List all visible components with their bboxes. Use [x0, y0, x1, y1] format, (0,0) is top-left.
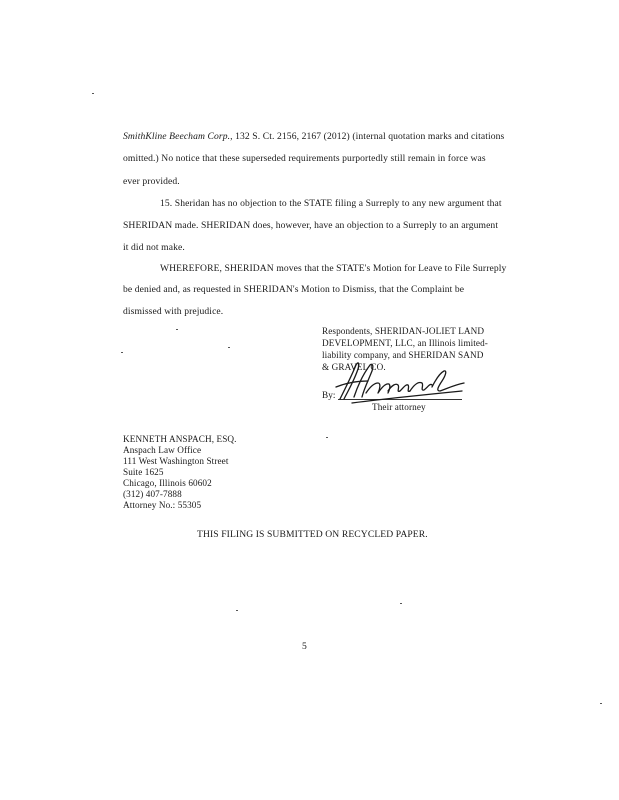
attorney-name: KENNETH ANSPACH, ESQ.: [123, 434, 237, 444]
respondents-line4: & GRAVEL CO.: [322, 362, 386, 372]
by-label: By:: [322, 390, 336, 400]
their-attorney-label: Their attorney: [372, 402, 426, 412]
attorney-number: Attorney No.: 55305: [123, 500, 202, 510]
para2-line3: it did not make.: [123, 242, 185, 253]
suite: Suite 1625: [123, 467, 164, 477]
para3-line1: WHEREFORE, SHERIDAN moves that the STATE's Motion for Leave to File Surreply: [160, 263, 507, 274]
handwritten-signature: [332, 357, 472, 405]
scan-speck: [228, 347, 230, 348]
scan-speck: [600, 703, 602, 704]
scan-speck: [326, 437, 328, 438]
street-address: 111 West Washington Street: [123, 456, 229, 466]
para1-line2: omitted.) No notice that these superseded requirements purportedly still remain in force was: [123, 153, 486, 164]
citation-text: 132 S. Ct. 2156, 2167 (2012) (internal quotation marks and citations: [232, 131, 505, 142]
scan-speck: [400, 603, 402, 604]
respondents-line2: DEVELOPMENT, LLC, an Illinois limited-: [322, 338, 488, 348]
para3-line3: dismissed with prejudice.: [123, 306, 224, 317]
respondents-line1: Respondents, SHERIDAN-JOLIET LAND: [322, 326, 485, 336]
firm-name: Anspach Law Office: [123, 445, 202, 455]
phone-number: (312) 407-7888: [123, 489, 182, 499]
respondents-line3: liability company, and SHERIDAN SAND: [322, 350, 484, 360]
case-name: SmithKline Beecham Corp.,: [123, 131, 233, 142]
page-number: 5: [302, 641, 307, 652]
para3-line2: be denied and, as requested in SHERIDAN's Motion to Dismiss, that the Complaint be: [123, 284, 465, 295]
para1-line1: [123, 131, 504, 143]
city-state-zip: Chicago, Illinois 60602: [123, 478, 212, 488]
scan-speck: [176, 329, 178, 330]
scan-speck: [92, 93, 94, 94]
recycled-paper-notice: THIS FILING IS SUBMITTED ON RECYCLED PAPER.: [197, 529, 428, 540]
scan-speck: [236, 610, 238, 611]
scan-speck: [121, 352, 123, 353]
para2-line1: 15. Sheridan has no objection to the STATE filing a Surreply to any new argument that: [160, 198, 502, 209]
para1-line3: ever provided.: [123, 176, 180, 187]
para2-line2: SHERIDAN made. SHERIDAN does, however, have an objection to a Surreply to an argument: [123, 220, 499, 231]
